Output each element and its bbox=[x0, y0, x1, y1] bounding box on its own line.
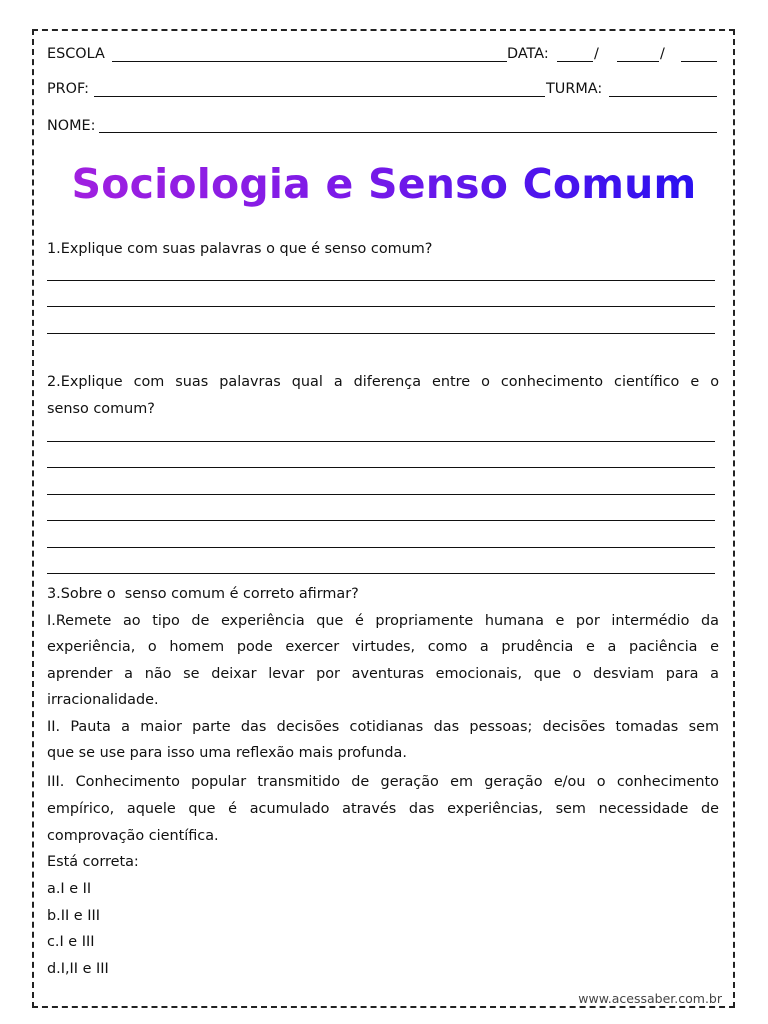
statement-i-line-1: I.Remete ao tipo de experiência que é propriamente humana e por intermédio da bbox=[47, 613, 719, 629]
statement-ii-line-1: II. Pauta a maior parte das decisões cotidianas das pessoas; decisões tomadas sem bbox=[47, 719, 719, 735]
statement-iii-line-2: empírico, aquele que é acumulado através das experiências, sem necessidade de bbox=[47, 801, 719, 817]
nome-field[interactable] bbox=[99, 132, 717, 133]
footer-website: www.acessaber.com.br bbox=[578, 991, 722, 1006]
data-label: DATA: bbox=[507, 46, 549, 62]
data-month-field[interactable] bbox=[617, 61, 659, 62]
option-b[interactable]: b.II e III bbox=[47, 908, 100, 924]
escola-field[interactable] bbox=[112, 61, 507, 62]
answer-line[interactable] bbox=[47, 467, 715, 468]
option-c[interactable]: c.I e III bbox=[47, 934, 95, 950]
statement-i-line-2: experiência, o homem pode exercer virtudes, como a prudência e a paciência e bbox=[47, 639, 719, 655]
question-3: 3.Sobre o senso comum é correto afirmar? bbox=[47, 586, 359, 602]
date-separator: / bbox=[594, 46, 599, 62]
answer-line[interactable] bbox=[47, 573, 715, 574]
statement-i-line-3: aprender a não se deixar levar por aventuras emocionais, que o desviam para a bbox=[47, 666, 719, 682]
answer-line[interactable] bbox=[47, 333, 715, 334]
answer-line[interactable] bbox=[47, 280, 715, 281]
answer-line[interactable] bbox=[47, 441, 715, 442]
answer-line[interactable] bbox=[47, 306, 715, 307]
answer-line[interactable] bbox=[47, 494, 715, 495]
question-2-line-1: 2.Explique com suas palavras qual a diferença entre o conhecimento científico e o bbox=[47, 374, 719, 390]
data-year-field[interactable] bbox=[681, 61, 717, 62]
date-separator: / bbox=[660, 46, 665, 62]
answer-line[interactable] bbox=[47, 547, 715, 548]
question-2-line-2: senso comum? bbox=[47, 401, 155, 417]
escola-label: ESCOLA bbox=[47, 46, 105, 62]
statement-iii-line-3: comprovação científica. bbox=[47, 828, 219, 844]
statement-i-line-4: irracionalidade. bbox=[47, 692, 159, 708]
question-1: 1.Explique com suas palavras o que é senso comum? bbox=[47, 241, 433, 257]
option-d[interactable]: d.I,II e III bbox=[47, 961, 109, 977]
page-title: Sociologia e Senso Comum bbox=[71, 160, 697, 208]
prof-field[interactable] bbox=[94, 96, 545, 97]
nome-label: NOME: bbox=[47, 118, 96, 134]
turma-label: TURMA: bbox=[546, 81, 603, 97]
data-day-field[interactable] bbox=[557, 61, 593, 62]
statement-ii-line-2: que se use para isso uma reflexão mais profunda. bbox=[47, 745, 407, 761]
turma-field[interactable] bbox=[609, 96, 717, 97]
answer-line[interactable] bbox=[47, 520, 715, 521]
statement-iii-line-1: III. Conhecimento popular transmitido de geração em geração e/ou o conhecimento bbox=[47, 774, 719, 790]
option-a[interactable]: a.I e II bbox=[47, 881, 92, 897]
prof-label: PROF: bbox=[47, 81, 90, 97]
correct-prompt: Está correta: bbox=[47, 854, 139, 870]
